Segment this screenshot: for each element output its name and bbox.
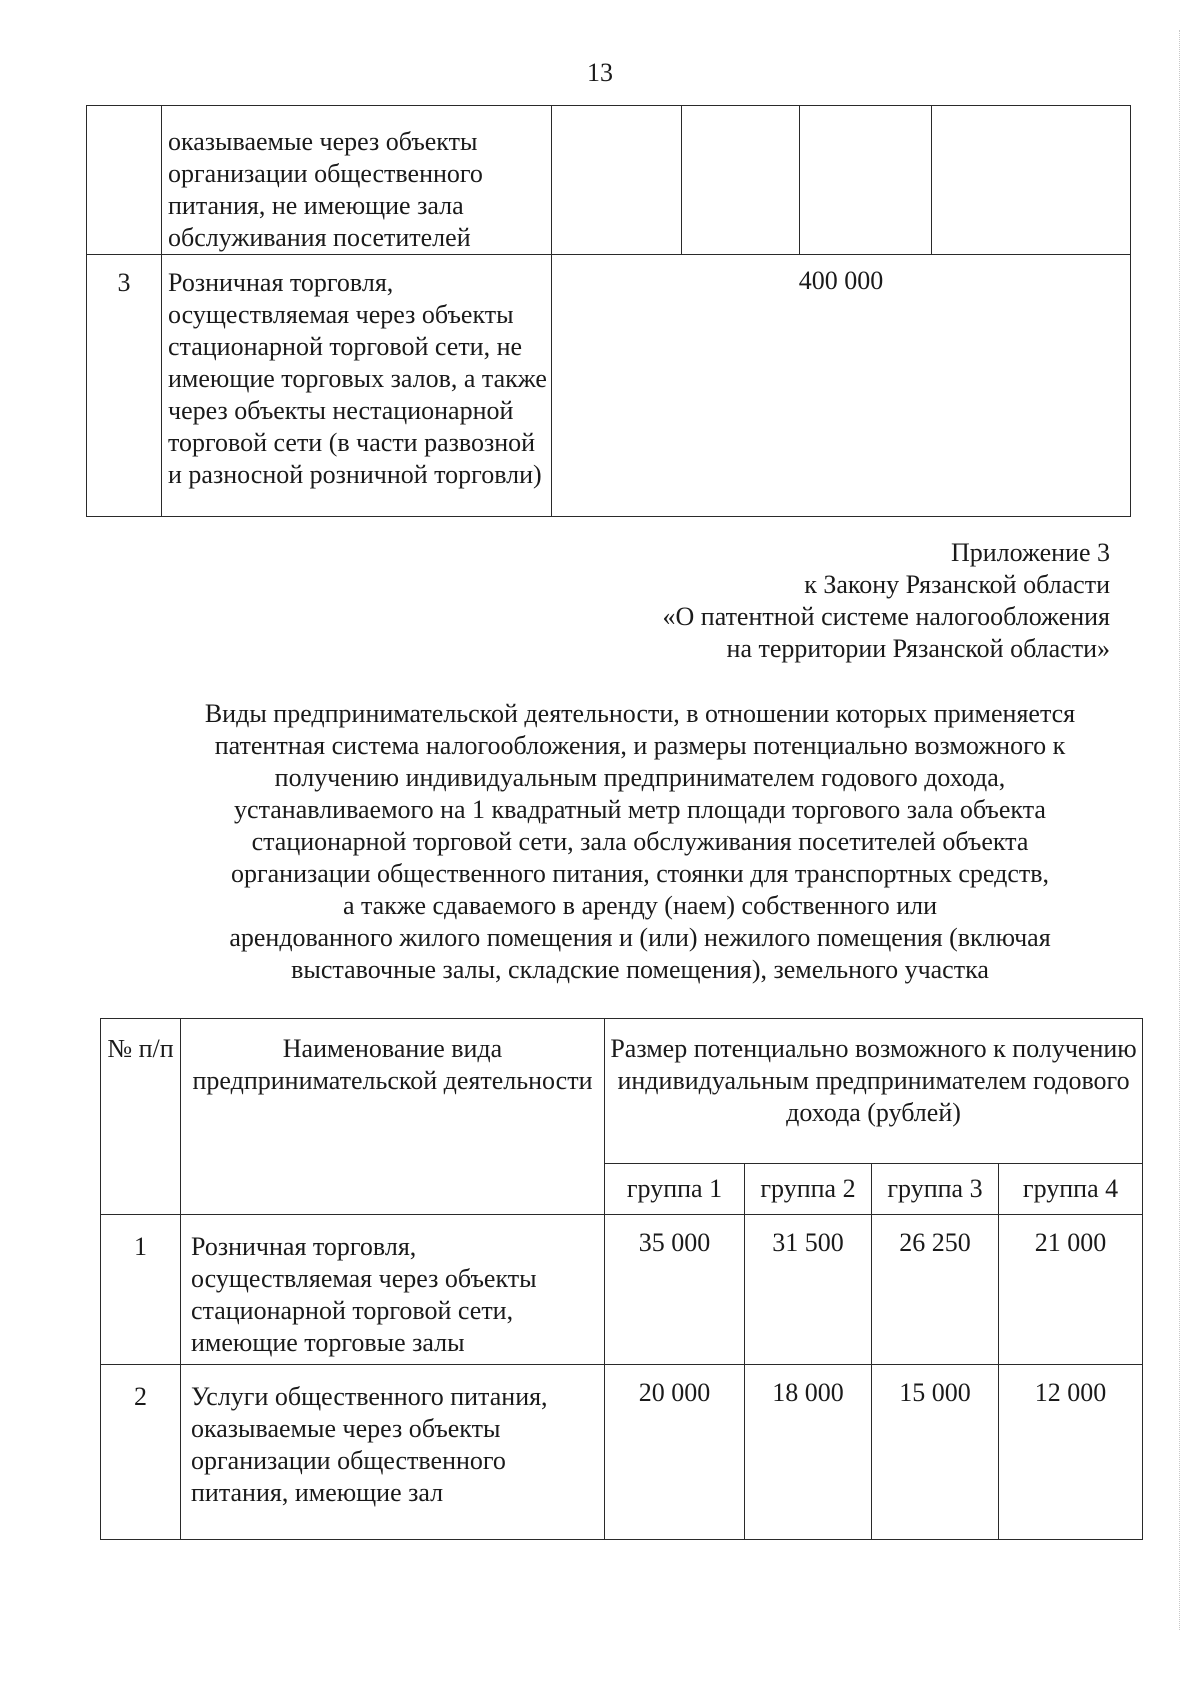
title-line: организации общественного питания, стоянки для транспортных средств,	[230, 859, 1050, 888]
title-line: выставочные залы, складские помещения), земельного участка	[291, 955, 989, 984]
row-number: 3	[87, 255, 162, 517]
header-group: группа 3	[872, 1164, 999, 1215]
appendix-line: Приложение 3	[950, 538, 1110, 567]
appendix-line: на территории Рязанской области»	[726, 634, 1110, 663]
income-table	[100, 1018, 1143, 1540]
activity-name: Услуги общественного питания, оказываемые через объекты организации общественного питания, имеющие зал	[181, 1365, 605, 1540]
table-row	[87, 255, 1131, 517]
appendix-line: к Закону Рязанской области	[804, 570, 1110, 599]
table-continuation	[86, 105, 1131, 517]
value-cell	[552, 106, 682, 255]
title-line: Виды предпринимательской деятельности, в отношении которых применяется	[204, 699, 1076, 728]
appendix-header	[663, 537, 1110, 665]
value-cell	[800, 106, 932, 255]
header-number: № п/п	[101, 1019, 181, 1215]
value-group-2: 18 000	[745, 1365, 872, 1540]
activity-name: оказываемые через объекты организации общественного питания, не имеющие зала обслуживания посетителей	[162, 106, 552, 255]
title-line: устанавливаемого на 1 квадратный метр площади торгового зала объекта	[234, 795, 1046, 824]
header-group: группа 2	[745, 1164, 872, 1215]
table-header-row	[101, 1019, 1143, 1164]
header-income-size: Размер потенциально возможного к получению индивидуальным предпринимателем годового дохода (рублей)	[605, 1019, 1143, 1164]
appendix-line: «О патентной системе налогообложения	[662, 602, 1110, 631]
row-number	[87, 106, 162, 255]
document-title	[150, 698, 1130, 986]
value-cell	[682, 106, 800, 255]
activity-name: Розничная торговля, осуществляемая через объекты стационарной торговой сети, имеющие торговые залы	[181, 1215, 605, 1365]
title-line: получению индивидуальным предпринимателем годового дохода,	[274, 763, 1006, 792]
title-line: патентная система налогообложения, и размеры потенциально возможного к	[214, 731, 1066, 760]
value-group-2: 31 500	[745, 1215, 872, 1365]
merged-value: 400 000	[552, 255, 1131, 517]
scan-edge-artifact	[1179, 30, 1194, 1630]
value-group-4: 12 000	[999, 1365, 1143, 1540]
header-activity: Наименование вида предпринимательской деятельности	[181, 1019, 605, 1215]
activity-name: Розничная торговля, осуществляемая через объекты стационарной торговой сети, не имеющие торговых залов, а также через объекты нестационарной торговой сети (в части развозной и разносной розничной торговли)	[162, 255, 552, 517]
title-line: а также сдаваемого в аренду (наем) собственного или	[342, 891, 938, 920]
value-cell	[932, 106, 1131, 255]
title-line: стационарной торговой сети, зала обслуживания посетителей объекта	[251, 827, 1029, 856]
table-row	[87, 106, 1131, 255]
title-line: арендованного жилого помещения и (или) нежилого помещения (включая	[229, 923, 1051, 952]
table-row	[101, 1215, 1143, 1365]
header-group: группа 1	[605, 1164, 745, 1215]
header-group: группа 4	[999, 1164, 1143, 1215]
value-group-4: 21 000	[999, 1215, 1143, 1365]
table-row	[101, 1365, 1143, 1540]
value-group-3: 15 000	[872, 1365, 999, 1540]
value-group-1: 35 000	[605, 1215, 745, 1365]
value-group-3: 26 250	[872, 1215, 999, 1365]
row-number: 2	[101, 1365, 181, 1540]
value-group-1: 20 000	[605, 1365, 745, 1540]
page-number: 13	[587, 58, 613, 87]
row-number: 1	[101, 1215, 181, 1365]
